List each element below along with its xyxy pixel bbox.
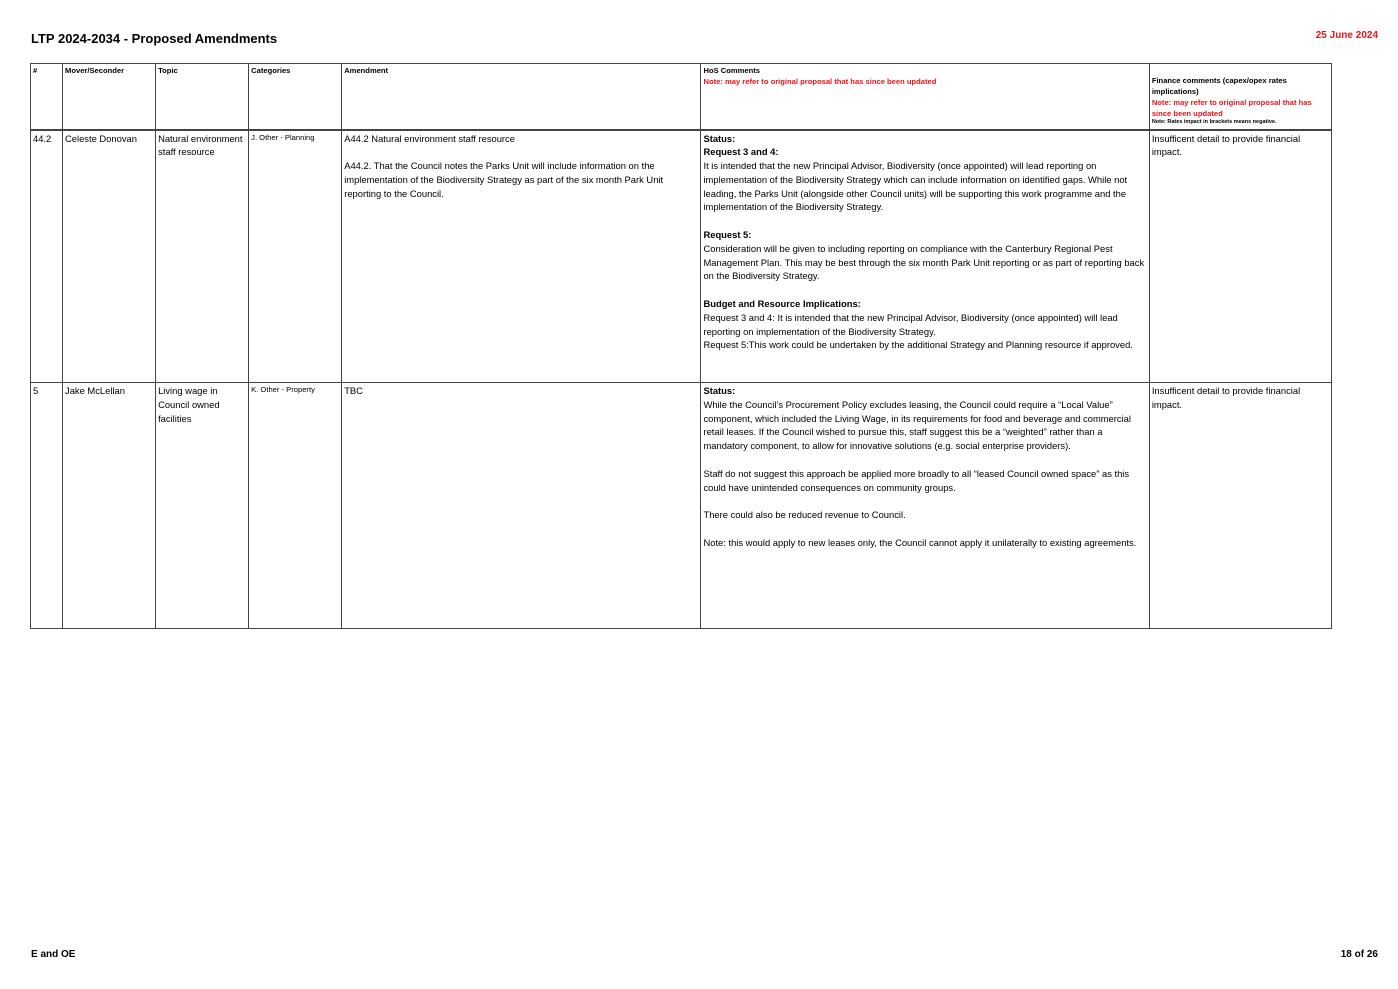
- row-number: 44.2: [31, 130, 63, 383]
- finance-header-label: Finance comments (capex/opex rates implications): [1151, 76, 1287, 96]
- col-header-finance: [1149, 64, 1331, 130]
- hos-paragraph-2: Staff do not suggest this approach be applied more broadly to all “leased Council owned space” as this could have unintended consequences on community groups.: [703, 467, 1130, 493]
- row-finance-comments: Insufficent detail to provide financial impact.: [1149, 383, 1331, 629]
- finance-header-small-note: Note: Rates impact in brackets means negative.: [1151, 119, 1277, 125]
- table-row: [31, 130, 1332, 383]
- col-header-hos: [701, 64, 1149, 130]
- table-header-row: [31, 64, 1332, 130]
- document-date: 25 June 2024: [1315, 30, 1378, 41]
- col-header-number: #: [31, 64, 63, 130]
- col-header-mover: Mover/Seconder: [63, 64, 156, 130]
- hos-header-note: Note: may refer to original proposal that has since been updated: [703, 77, 937, 86]
- page-number: 18 of 26: [1340, 949, 1378, 960]
- row-hos-comments: [701, 130, 1149, 383]
- row-amendment: TBC: [342, 383, 701, 629]
- hos-request-5-label: Request 5:: [703, 229, 752, 241]
- finance-header-note: Note: may refer to original proposal that has since been updated: [1151, 98, 1312, 118]
- hos-paragraph-3: There could also be reduced revenue to Council.: [703, 509, 906, 521]
- hos-budget-text-1: Request 3 and 4: It is intended that the new Principal Advisor, Biodiversity (once appointed) will lead reporting on implementation of the Biodiversity Strategy.: [703, 311, 1118, 337]
- row-amendment: [342, 130, 701, 383]
- row-mover: Jake McLellan: [63, 383, 156, 629]
- row-topic: Living wage in Council owned facilities: [156, 383, 249, 629]
- hos-status-label: Status:: [703, 385, 736, 396]
- hos-request-5-text: Consideration will be given to including reporting on compliance with the Canterbury Regional Pest Management Plan. This may be best through the six month Park Unit reporting or as part of reporting back on the Biodiversity Strategy.: [703, 242, 1145, 282]
- row-mover: Celeste Donovan: [63, 130, 156, 383]
- hos-budget-text-2: Request 5:This work could be undertaken by the additional Strategy and Planning resource if approved.: [703, 339, 1133, 351]
- page-title: LTP 2024-2034 - Proposed Amendments: [31, 31, 278, 46]
- hos-header-label: HoS Comments: [703, 66, 761, 75]
- col-header-amendment: Amendment: [342, 64, 701, 130]
- col-header-categories: Categories: [249, 64, 342, 130]
- table-row: [31, 383, 1332, 629]
- hos-request-3-4-text: It is intended that the new Principal Advisor, Biodiversity (once appointed) will lead reporting on implementation of the Biodiversity Strategy which can include information on identified gaps. While not leading, the Parks Unit (alongside other Council units) will be supporting this work programme and the implementation of the Biodiversity Strategy.: [703, 160, 1128, 213]
- row-number: 5: [31, 383, 63, 629]
- row-hos-comments: [701, 383, 1149, 629]
- row-category: K. Other - Property: [249, 383, 342, 629]
- amendment-title: A44.2 Natural environment staff resource: [344, 132, 515, 144]
- hos-budget-label: Budget and Resource Implications:: [703, 298, 861, 310]
- footer-disclaimer: E and OE: [31, 949, 76, 960]
- hos-paragraph-4: Note: this would apply to new leases only, the Council cannot apply it unilaterally to existing agreements.: [703, 536, 1137, 548]
- row-topic: Natural environment staff resource: [156, 130, 249, 383]
- col-header-topic: Topic: [156, 64, 249, 130]
- amendment-body: A44.2. That the Council notes the Parks Unit will include information on the implementation of the Biodiversity Strategy as part of the six month Park Unit reporting to the Council.: [344, 160, 664, 199]
- row-category: J. Other - Planning: [249, 130, 342, 383]
- hos-status-label: Status:: [703, 132, 736, 144]
- amendments-table: [30, 63, 1332, 629]
- row-finance-comments: Insufficent detail to provide financial impact.: [1149, 130, 1331, 383]
- hos-paragraph-1: While the Council’s Procurement Policy excludes leasing, the Council could require a “Local Value” component, which included the Living Wage, in its requirements for food and beverage and commercial retail leases. If the Council wished to pursue this, staff suggest this be a “weighted” rather than a mandatory component, to allow for innovative solutions (e.g. social enterprise providers).: [703, 398, 1131, 452]
- hos-request-3-4-label: Request 3 and 4:: [703, 146, 779, 158]
